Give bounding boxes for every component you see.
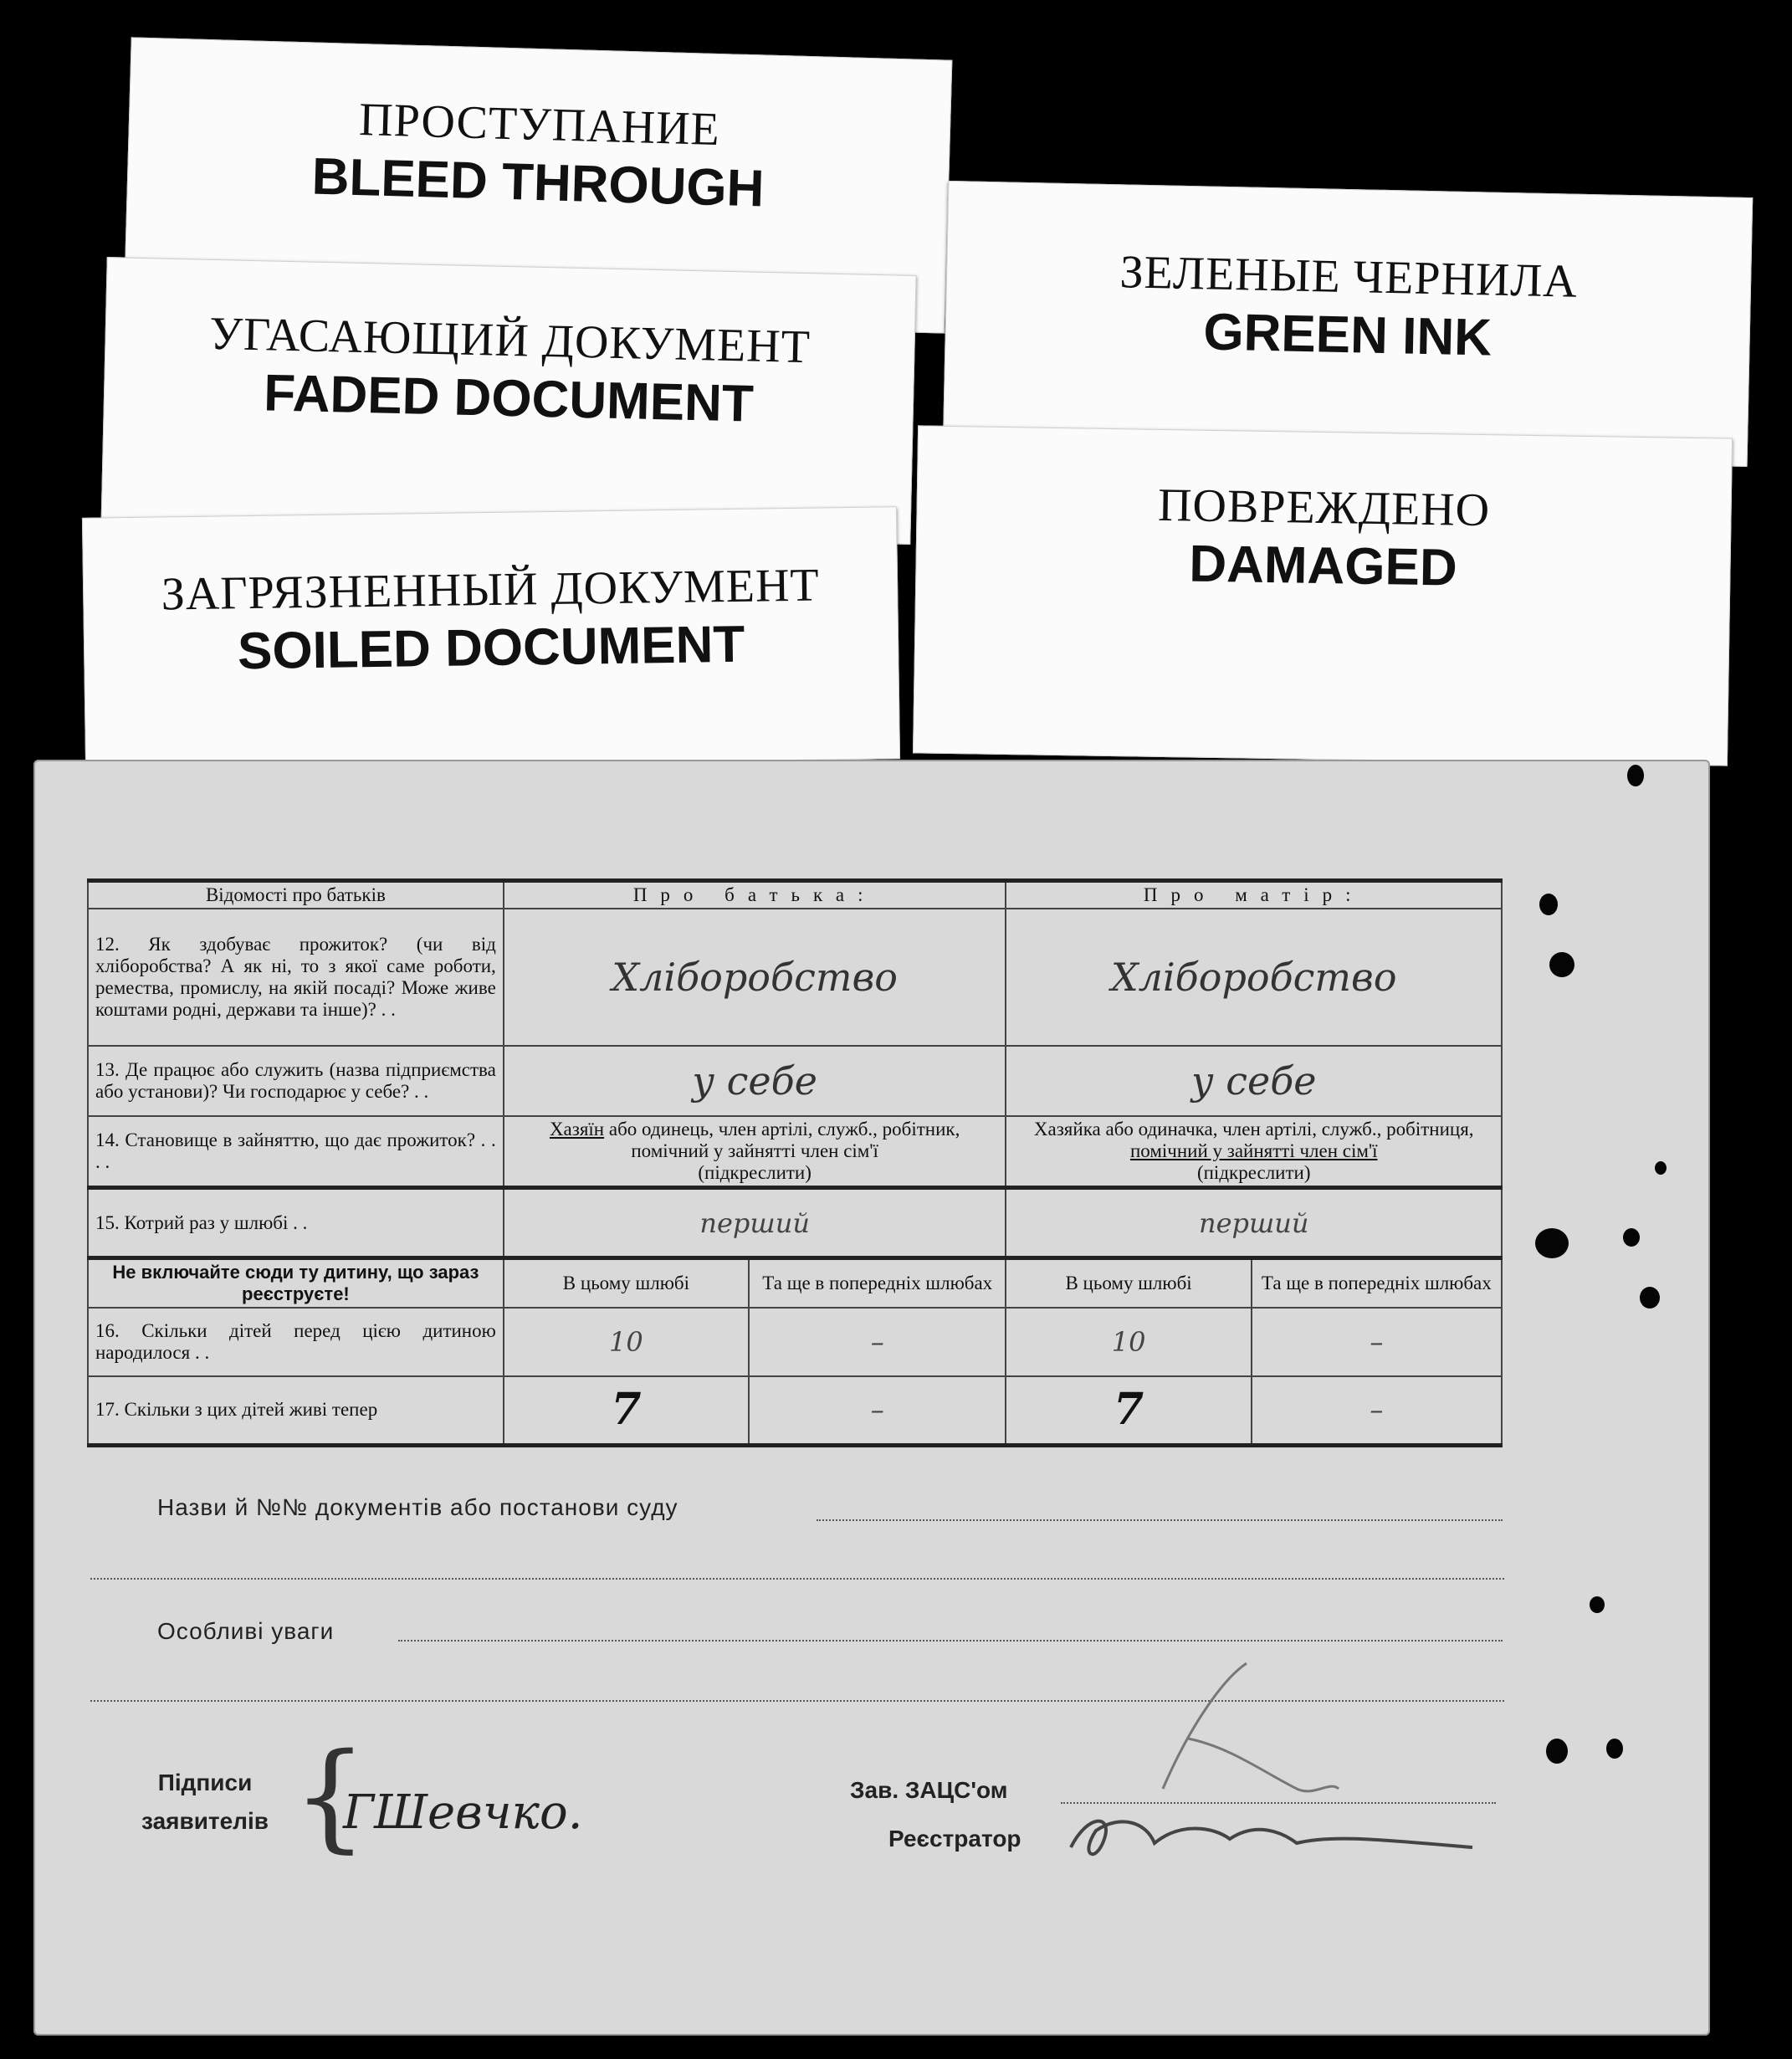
answer-14-father xyxy=(504,1116,1006,1188)
answer-13-mother: у себе xyxy=(1006,1046,1502,1116)
answer-17-father-prev: – xyxy=(749,1376,1006,1445)
label-card-soiled-document xyxy=(82,506,900,771)
answer-16-father-prev: – xyxy=(749,1308,1006,1376)
damage-hole xyxy=(1546,1739,1568,1764)
answer-14-mother xyxy=(1006,1116,1502,1188)
question-12: 12. Як здобуває прожиток? (чи від хліборобства? А як ні, то з якої саме роботи, ремества, промислу, на якій посаді? Може живе коштами родні, держави та інше)? . . xyxy=(88,909,504,1046)
header-father-this-marriage: В цьому шлюбі xyxy=(504,1258,749,1309)
question-17: 17. Скільки з цих дітей живі тепер xyxy=(88,1376,504,1445)
answer-16-mother-prev: – xyxy=(1252,1308,1502,1376)
documents-dotted-line-2 xyxy=(90,1578,1504,1580)
applicant-signature: ГШевчко. xyxy=(343,1785,583,1840)
answer-17-mother-this: 7 xyxy=(1006,1376,1251,1445)
remarks-label: Особливі уваги xyxy=(157,1618,335,1644)
children-header-row xyxy=(88,1258,1502,1309)
damage-hole xyxy=(1640,1287,1660,1309)
header-mother-previous-marriages: Та ще в попередніх шлюбах xyxy=(1252,1258,1502,1309)
card-label-en: DAMAGED xyxy=(1188,535,1458,597)
table-row-q13 xyxy=(88,1046,1502,1116)
damage-hole xyxy=(1623,1228,1640,1247)
header-about-mother: Про матір: xyxy=(1006,881,1502,909)
card-label-ru: ПРОСТУПАНИЕ xyxy=(358,94,721,156)
damage-hole xyxy=(1549,952,1574,977)
registry-head-signature xyxy=(1062,1647,1380,1822)
registry-head-label: Зав. ЗАЦС'ом xyxy=(850,1777,1008,1803)
header-parents-info: Відомості про батьків xyxy=(88,881,504,909)
table-row-q15 xyxy=(88,1188,1502,1258)
header-about-father: Про батька: xyxy=(504,881,1006,909)
question-14: 14. Становище в зайняттю, що дає прожиток? . . . . xyxy=(88,1116,504,1188)
card-label-ru: УГАСАЮЩИЙ ДОКУМЕНТ xyxy=(208,307,812,374)
answer-15-mother: перший xyxy=(1006,1188,1502,1258)
question-15: 15. Котрий раз у шлюбі . . xyxy=(88,1188,504,1258)
card-label-en: FADED DOCUMENT xyxy=(263,364,755,433)
label-card-faded-document xyxy=(100,257,916,545)
answer-12-mother: Хліборобство xyxy=(1006,909,1502,1046)
damage-hole xyxy=(1627,765,1644,786)
answer-15-father: перший xyxy=(504,1188,1006,1258)
header-mother-this-marriage: В цьому шлюбі xyxy=(1006,1258,1251,1309)
table-row-q14 xyxy=(88,1116,1502,1188)
remarks-dotted-line xyxy=(398,1640,1503,1642)
answer-17-mother-prev: – xyxy=(1252,1376,1502,1445)
table-header-row xyxy=(88,881,1502,909)
header-father-previous-marriages: Та ще в попередніх шлюбах xyxy=(749,1258,1006,1309)
underlined-choice: помічний у зайнятті член сім'ї xyxy=(1129,1140,1378,1161)
damage-hole xyxy=(1606,1739,1623,1759)
damage-hole xyxy=(1655,1161,1667,1175)
answer-17-father-this: 7 xyxy=(504,1376,749,1445)
answer-12-father: Хліборобство xyxy=(504,909,1006,1046)
answer-16-mother-this: 10 xyxy=(1006,1308,1251,1376)
brace-glyph: { xyxy=(293,1729,368,1865)
card-label-en: BLEED THROUGH xyxy=(310,147,765,218)
card-label-en: GREEN INK xyxy=(1202,303,1492,367)
answer-13-father: у себе xyxy=(504,1046,1006,1116)
card-label-ru: ПОВРЕЖДЕНО xyxy=(1157,479,1491,537)
card-label-ru: ЗАГРЯЗНЕННЫЙ ДОКУМЕНТ xyxy=(161,559,821,621)
registrar-signature xyxy=(1054,1797,1489,1872)
parents-info-table xyxy=(87,878,1503,1447)
applicant-signatures-label: Підписи заявителів xyxy=(141,1770,269,1834)
label-card-damaged xyxy=(913,425,1733,766)
documents-dotted-line xyxy=(817,1519,1503,1521)
question-13: 13. Де працює або служить (назва підприємства або установи)? Чи господарює у себе? . . xyxy=(88,1046,504,1116)
documents-label: Назви й №№ документів або постанови суду xyxy=(157,1494,678,1520)
table-row-q17 xyxy=(88,1376,1502,1445)
choice-text: Хазяйка або одиначка, член артілі, служб., робітниця, xyxy=(1033,1119,1474,1140)
damage-hole xyxy=(1590,1596,1605,1613)
damage-hole xyxy=(1539,894,1558,915)
label-card-green-ink xyxy=(943,181,1754,467)
registration-form-sheet xyxy=(33,760,1710,2036)
table-row-q12 xyxy=(88,909,1502,1046)
underlined-choice: Хазяїн xyxy=(549,1119,605,1140)
table-row-q16 xyxy=(88,1308,1502,1376)
children-exclusion-note: Не включайте сюди ту дитину, що зараз реєструєте! xyxy=(88,1258,504,1309)
answer-16-father-this: 10 xyxy=(504,1308,749,1376)
question-16: 16. Скільки дітей перед цією дитиною народилося . . xyxy=(88,1308,504,1376)
card-label-ru: ЗЕЛЕНЫЕ ЧЕРНИЛА xyxy=(1119,246,1579,308)
card-label-en: SOILED DOCUMENT xyxy=(237,615,745,681)
choice-text: або одинець, член артілі, служб., робітник, помічний у зайнятті член сім'ї xyxy=(604,1119,960,1161)
underline-note: (підкреслити) xyxy=(698,1162,812,1183)
underline-note: (підкреслити) xyxy=(1196,1162,1311,1183)
registrar-label: Реєстратор xyxy=(888,1826,1021,1852)
damage-hole xyxy=(1535,1228,1569,1258)
